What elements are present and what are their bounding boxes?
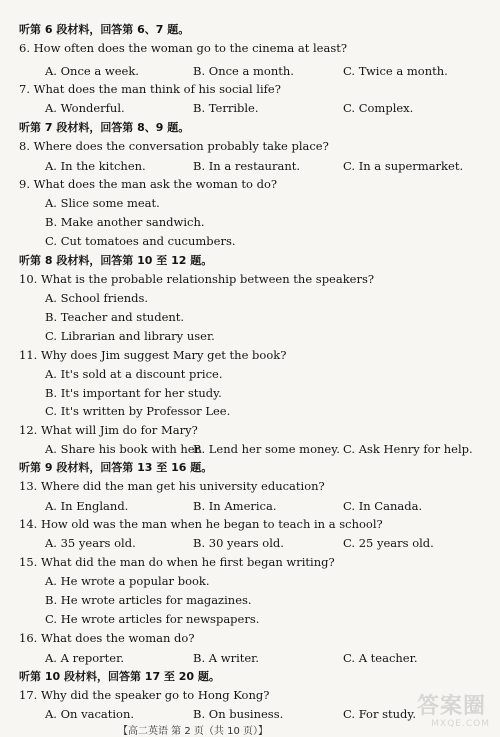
question-12-options — [0, 440, 500, 459]
option-c: C. Cut tomatoes and cucumbers. — [45, 234, 236, 248]
option-b: B. He wrote articles for magazines. — [45, 593, 252, 607]
option-b: B. In a restaurant. — [193, 159, 301, 173]
option-b: B. It's important for her study. — [45, 386, 222, 400]
option-a: A. In England. — [45, 499, 129, 513]
option-a: A. In the kitchen. — [45, 159, 146, 173]
question-16-stem: 16. What does the woman do? — [19, 631, 195, 645]
option-c: C. In Canada. — [343, 499, 423, 513]
option-a: A. 35 years old. — [45, 536, 136, 550]
question-8-stem: 8. Where does the conversation probably take place? — [19, 139, 329, 153]
option-a: A. Slice some meat. — [45, 196, 160, 210]
watermark-logo — [398, 689, 494, 729]
option-b: B. Lend her some money. — [193, 442, 340, 456]
option-b: B. Teacher and student. — [45, 310, 185, 324]
watermark-url: MXQE.COM — [431, 719, 490, 729]
question-13-options — [0, 497, 500, 516]
section-header: 听第 7 段材料，回答第 8、9 题。 — [19, 121, 190, 134]
page-footer: 【高二英语 第 2 页（共 10 页）】 — [118, 726, 268, 737]
option-b: B. Terrible. — [193, 101, 259, 115]
option-b: B. On business. — [193, 707, 284, 721]
question-13-stem: 13. Where did the man get his university education? — [19, 479, 325, 493]
option-b: B. Once a month. — [193, 64, 294, 78]
question-8-options — [0, 157, 500, 176]
option-a: A. Wonderful. — [45, 101, 125, 115]
option-c: C. Ask Henry for help. — [343, 442, 473, 456]
option-c: C. In a supermarket. — [343, 159, 464, 173]
option-a: A. On vacation. — [45, 707, 135, 721]
option-a: A. He wrote a popular book. — [45, 574, 210, 588]
option-c: C. It's written by Professor Lee. — [45, 404, 231, 418]
question-17-stem: 17. Why did the speaker go to Hong Kong? — [19, 688, 270, 702]
question-9-stem: 9. What does the man ask the woman to do? — [19, 177, 278, 191]
option-a: A. A reporter. — [45, 651, 124, 665]
section-header: 听第 6 段材料，回答第 6、7 题。 — [19, 23, 190, 36]
option-b: B. Make another sandwich. — [45, 215, 205, 229]
question-14-options — [0, 534, 500, 553]
option-a: A. Share his book with her. — [45, 442, 203, 456]
option-c: C. Librarian and library user. — [45, 329, 215, 343]
question-15-stem: 15. What did the man do when he first began writing? — [19, 555, 335, 569]
option-c: C. Complex. — [343, 101, 414, 115]
question-6-options — [0, 62, 500, 81]
section-header: 听第 8 段材料，回答第 10 至 12 题。 — [19, 254, 213, 267]
option-a: A. Once a week. — [45, 64, 139, 78]
option-b: B. A writer. — [193, 651, 260, 665]
option-b: B. 30 years old. — [193, 536, 284, 550]
option-c: C. For study. — [343, 707, 417, 721]
question-14-stem: 14. How old was the man when he began to teach in a school? — [19, 517, 383, 531]
section-header: 听第 9 段材料，回答第 13 至 16 题。 — [19, 461, 213, 474]
question-6-stem: 6. How often does the woman go to the cinema at least? — [19, 41, 348, 55]
option-a: A. School friends. — [45, 291, 149, 305]
section-header: 听第 10 段材料，回答第 17 至 20 题。 — [19, 670, 220, 683]
option-b: B. In America. — [193, 499, 277, 513]
question-12-stem: 12. What will Jim do for Mary? — [19, 423, 198, 437]
question-7-stem: 7. What does the man think of his social life? — [19, 82, 281, 96]
question-16-options — [0, 649, 500, 668]
watermark-text: 答案圈 — [416, 694, 486, 719]
option-c: C. A teacher. — [343, 651, 418, 665]
option-c: C. Twice a month. — [343, 64, 448, 78]
question-7-options — [0, 99, 500, 118]
question-11-stem: 11. Why does Jim suggest Mary get the book? — [19, 348, 287, 362]
option-c: C. He wrote articles for newspapers. — [45, 612, 260, 626]
question-10-stem: 10. What is the probable relationship between the speakers? — [19, 272, 375, 286]
option-c: C. 25 years old. — [343, 536, 434, 550]
option-a: A. It's sold at a discount price. — [45, 367, 223, 381]
